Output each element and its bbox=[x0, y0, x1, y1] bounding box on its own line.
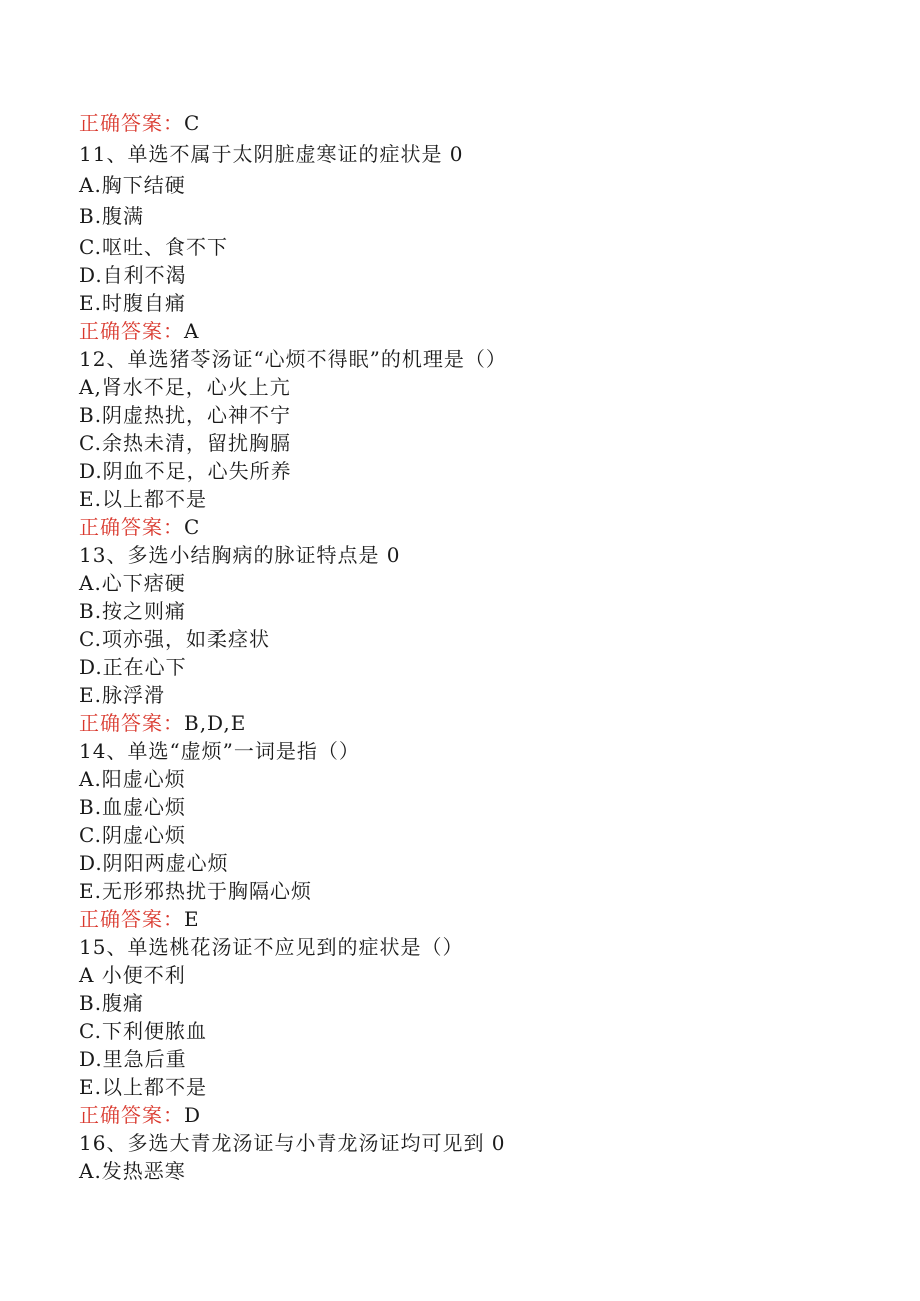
option-line: C.余热未清，留扰胸膈 bbox=[79, 431, 291, 455]
answer-line: 正确答案：C bbox=[79, 515, 201, 539]
option-line: B.按之则痛 bbox=[79, 599, 187, 623]
option-line: D.阴血不足，心失所养 bbox=[79, 459, 292, 483]
question-16: 16、多选大青龙汤证与小青龙汤证均可见到 0 bbox=[79, 1131, 506, 1155]
answer-value: D bbox=[184, 1103, 202, 1127]
question-11: 11、单选不属于太阴脏虚寒证的症状是 0 bbox=[79, 142, 464, 166]
question-12: 12、单选猪苓汤证“心烦不得眠”的机理是（） bbox=[79, 347, 507, 371]
option-line: A,肾水不足，心火上亢 bbox=[79, 375, 291, 399]
answer-line: 正确答案：A bbox=[79, 319, 200, 343]
answer-value: A bbox=[184, 319, 200, 343]
option-line: C.呕吐、食不下 bbox=[79, 235, 228, 259]
answer-line: 正确答案：C bbox=[79, 111, 201, 135]
option-line: B.腹痛 bbox=[79, 991, 145, 1015]
question-15: 15、单选桃花汤证不应见到的症状是（） bbox=[79, 935, 464, 959]
answer-value: B,D,E bbox=[184, 711, 247, 735]
option-line: B.腹满 bbox=[79, 204, 145, 228]
option-line: E.无形邪热扰于胸隔心烦 bbox=[79, 879, 312, 903]
option-line: E.时腹自痛 bbox=[79, 291, 186, 315]
option-line: E.以上都不是 bbox=[79, 1075, 207, 1099]
option-line: A.心下痞硬 bbox=[79, 571, 186, 595]
option-line: C.下利便脓血 bbox=[79, 1019, 207, 1043]
question-13: 13、多选小结胸病的脉证特点是 0 bbox=[79, 543, 401, 567]
option-line: B.阴虚热扰，心神不宁 bbox=[79, 403, 292, 427]
option-line: A.发热恶寒 bbox=[79, 1159, 186, 1183]
option-line: C.项亦强，如柔痉状 bbox=[79, 627, 270, 651]
question-14: 14、单选“虚烦”一词是指（） bbox=[79, 739, 360, 763]
answer-line: 正确答案：D bbox=[79, 1103, 202, 1127]
answer-line: 正确答案：B,D,E bbox=[79, 711, 247, 735]
option-line: E.以上都不是 bbox=[79, 487, 207, 511]
option-line: D.里急后重 bbox=[79, 1047, 187, 1071]
option-line: C.阴虚心烦 bbox=[79, 823, 186, 847]
option-line: D.正在心下 bbox=[79, 655, 187, 679]
answer-value: C bbox=[184, 515, 201, 539]
option-line: A.胸下结硬 bbox=[79, 173, 186, 197]
option-line: B.血虚心烦 bbox=[79, 795, 187, 819]
answer-value: C bbox=[184, 111, 201, 135]
option-line: A.阳虚心烦 bbox=[79, 767, 186, 791]
option-line: E.脉浮滑 bbox=[79, 683, 165, 707]
option-line: D.阴阳两虚心烦 bbox=[79, 851, 229, 875]
answer-value: E bbox=[184, 907, 200, 931]
option-line: D.自利不渴 bbox=[79, 263, 187, 287]
option-line: A 小便不利 bbox=[79, 963, 186, 987]
answer-line: 正确答案：E bbox=[79, 907, 200, 931]
document-body bbox=[79, 109, 879, 1185]
